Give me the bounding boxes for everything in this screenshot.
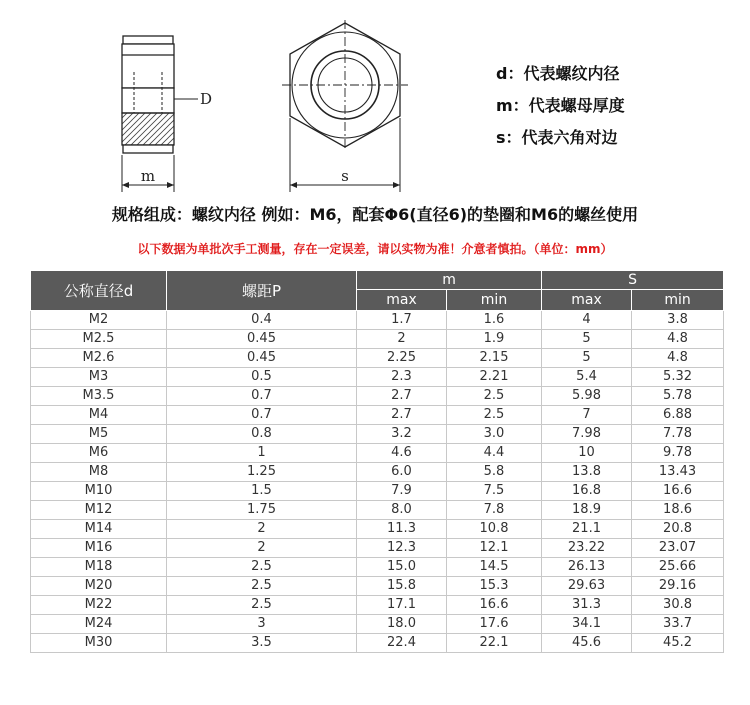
diameter-label: D — [200, 90, 213, 108]
table-row — [31, 615, 724, 634]
table-row — [31, 596, 724, 615]
table-row — [31, 387, 724, 406]
table-row — [31, 520, 724, 539]
cell-m-max: 1.7 — [357, 311, 447, 330]
cell-s-max: 7.98 — [542, 425, 632, 444]
cell-m-min: 10.8 — [447, 520, 542, 539]
table-row — [31, 311, 724, 330]
cell-m-max: 2.3 — [357, 368, 447, 387]
cell-m-max: 17.1 — [357, 596, 447, 615]
cell-s-min: 7.78 — [632, 425, 724, 444]
header-m-min: min — [447, 290, 542, 311]
cell-m-max: 2.7 — [357, 406, 447, 425]
nut-spec-table — [30, 270, 724, 653]
table-row — [31, 577, 724, 596]
cell-m-max: 2.7 — [357, 387, 447, 406]
cell-s-max: 10 — [542, 444, 632, 463]
cell-s-min: 6.88 — [632, 406, 724, 425]
cell-m-min: 3.0 — [447, 425, 542, 444]
cell-m-max: 7.9 — [357, 482, 447, 501]
cell-m-min: 17.6 — [447, 615, 542, 634]
cell-s-min: 30.8 — [632, 596, 724, 615]
table-row — [31, 482, 724, 501]
table-row — [31, 425, 724, 444]
cell-s-min: 29.16 — [632, 577, 724, 596]
cell-m-min: 15.3 — [447, 577, 542, 596]
table-row — [31, 558, 724, 577]
cell-s-min: 13.43 — [632, 463, 724, 482]
cell-m-min: 12.1 — [447, 539, 542, 558]
header-s: S — [542, 271, 724, 290]
cell-s-min: 45.2 — [632, 634, 724, 653]
cell-pitch: 2.5 — [167, 577, 357, 596]
cell-m-min: 7.5 — [447, 482, 542, 501]
cell-m-max: 2 — [357, 330, 447, 349]
cell-s-min: 33.7 — [632, 615, 724, 634]
table-row — [31, 349, 724, 368]
cell-s-min: 4.8 — [632, 349, 724, 368]
cell-m-min: 16.6 — [447, 596, 542, 615]
cell-d: M6 — [31, 444, 167, 463]
cell-s-max: 5.98 — [542, 387, 632, 406]
nut-side-view — [122, 36, 198, 192]
cell-s-max: 29.63 — [542, 577, 632, 596]
cell-pitch: 1.25 — [167, 463, 357, 482]
cell-m-min: 1.9 — [447, 330, 542, 349]
cell-pitch: 0.45 — [167, 330, 357, 349]
cell-m-min: 14.5 — [447, 558, 542, 577]
cell-m-min: 5.8 — [447, 463, 542, 482]
table-row — [31, 330, 724, 349]
cell-m-min: 22.1 — [447, 634, 542, 653]
table-row — [31, 444, 724, 463]
header-s-min: min — [632, 290, 724, 311]
cell-d: M24 — [31, 615, 167, 634]
cell-s-min: 20.8 — [632, 520, 724, 539]
table-row — [31, 501, 724, 520]
cell-s-min: 5.32 — [632, 368, 724, 387]
header-pitch: 螺距P — [167, 271, 357, 311]
cell-s-min: 9.78 — [632, 444, 724, 463]
cell-s-max: 18.9 — [542, 501, 632, 520]
cell-d: M8 — [31, 463, 167, 482]
cell-pitch: 3.5 — [167, 634, 357, 653]
cell-s-max: 45.6 — [542, 634, 632, 653]
table-row — [31, 368, 724, 387]
table-row — [31, 539, 724, 558]
cell-pitch: 1 — [167, 444, 357, 463]
cell-pitch: 0.45 — [167, 349, 357, 368]
header-m: m — [357, 271, 542, 290]
cell-d: M16 — [31, 539, 167, 558]
cell-s-min: 3.8 — [632, 311, 724, 330]
cell-m-min: 2.5 — [447, 406, 542, 425]
cell-m-min: 1.6 — [447, 311, 542, 330]
header-s-max: max — [542, 290, 632, 311]
cell-s-min: 18.6 — [632, 501, 724, 520]
cell-d: M10 — [31, 482, 167, 501]
cell-s-max: 34.1 — [542, 615, 632, 634]
cell-pitch: 0.8 — [167, 425, 357, 444]
cell-m-max: 8.0 — [357, 501, 447, 520]
cell-m-max: 4.6 — [357, 444, 447, 463]
spec-description: 规格组成：螺纹内径 例如：M6，配套Φ6(直径6)的垫圈和M6的螺丝使用 — [111, 205, 639, 224]
cell-pitch: 0.7 — [167, 406, 357, 425]
cell-s-min: 16.6 — [632, 482, 724, 501]
header-nominal-diameter: 公称直径d — [31, 271, 167, 311]
cell-pitch: 2.5 — [167, 596, 357, 615]
cell-pitch: 2 — [167, 520, 357, 539]
cell-pitch: 0.5 — [167, 368, 357, 387]
cell-d: M22 — [31, 596, 167, 615]
cell-d: M2 — [31, 311, 167, 330]
cell-s-max: 5 — [542, 330, 632, 349]
cell-m-min: 2.15 — [447, 349, 542, 368]
header-m-max: max — [357, 290, 447, 311]
cell-pitch: 2 — [167, 539, 357, 558]
cell-m-max: 6.0 — [357, 463, 447, 482]
cell-d: M18 — [31, 558, 167, 577]
cell-s-max: 23.22 — [542, 539, 632, 558]
cell-m-min: 7.8 — [447, 501, 542, 520]
cell-d: M3 — [31, 368, 167, 387]
cell-d: M3.5 — [31, 387, 167, 406]
cell-d: M14 — [31, 520, 167, 539]
cell-s-max: 16.8 — [542, 482, 632, 501]
cell-pitch: 0.7 — [167, 387, 357, 406]
cell-m-max: 3.2 — [357, 425, 447, 444]
table-row — [31, 634, 724, 653]
cell-s-max: 21.1 — [542, 520, 632, 539]
cell-pitch: 0.4 — [167, 311, 357, 330]
cell-s-min: 25.66 — [632, 558, 724, 577]
cell-s-max: 5 — [542, 349, 632, 368]
cell-m-max: 12.3 — [357, 539, 447, 558]
cell-m-max: 15.8 — [357, 577, 447, 596]
cell-s-min: 23.07 — [632, 539, 724, 558]
cell-s-max: 13.8 — [542, 463, 632, 482]
cell-s-max: 26.13 — [542, 558, 632, 577]
legend-d: d：代表螺纹内径 — [496, 64, 620, 83]
legend-s: s：代表六角对边 — [496, 128, 618, 147]
cell-d: M5 — [31, 425, 167, 444]
cell-m-min: 2.5 — [447, 387, 542, 406]
across-flats-label: s — [341, 167, 349, 185]
cell-m-max: 22.4 — [357, 634, 447, 653]
cell-m-max: 11.3 — [357, 520, 447, 539]
cell-m-min: 4.4 — [447, 444, 542, 463]
measurement-notice: 以下数据为单批次手工测量，存在一定误差，请以实物为准！介意者慎拍。（单位：mm） — [137, 242, 613, 256]
cell-m-max: 2.25 — [357, 349, 447, 368]
cell-m-max: 18.0 — [357, 615, 447, 634]
cell-d: M2.5 — [31, 330, 167, 349]
height-label: m — [140, 167, 156, 185]
cell-pitch: 1.5 — [167, 482, 357, 501]
cell-d: M30 — [31, 634, 167, 653]
cell-pitch: 1.75 — [167, 501, 357, 520]
nut-technical-drawing — [0, 0, 750, 200]
cell-m-max: 15.0 — [357, 558, 447, 577]
cell-d: M4 — [31, 406, 167, 425]
cell-d: M2.6 — [31, 349, 167, 368]
cell-pitch: 3 — [167, 615, 357, 634]
legend-m: m：代表螺母厚度 — [496, 96, 625, 115]
cell-d: M20 — [31, 577, 167, 596]
cell-s-min: 5.78 — [632, 387, 724, 406]
cell-s-max: 4 — [542, 311, 632, 330]
cell-s-max: 31.3 — [542, 596, 632, 615]
cell-m-min: 2.21 — [447, 368, 542, 387]
cell-s-max: 7 — [542, 406, 632, 425]
dimension-legend — [496, 58, 625, 154]
cell-d: M12 — [31, 501, 167, 520]
cell-s-max: 5.4 — [542, 368, 632, 387]
cell-s-min: 4.8 — [632, 330, 724, 349]
cell-pitch: 2.5 — [167, 558, 357, 577]
table-row — [31, 406, 724, 425]
table-row — [31, 463, 724, 482]
